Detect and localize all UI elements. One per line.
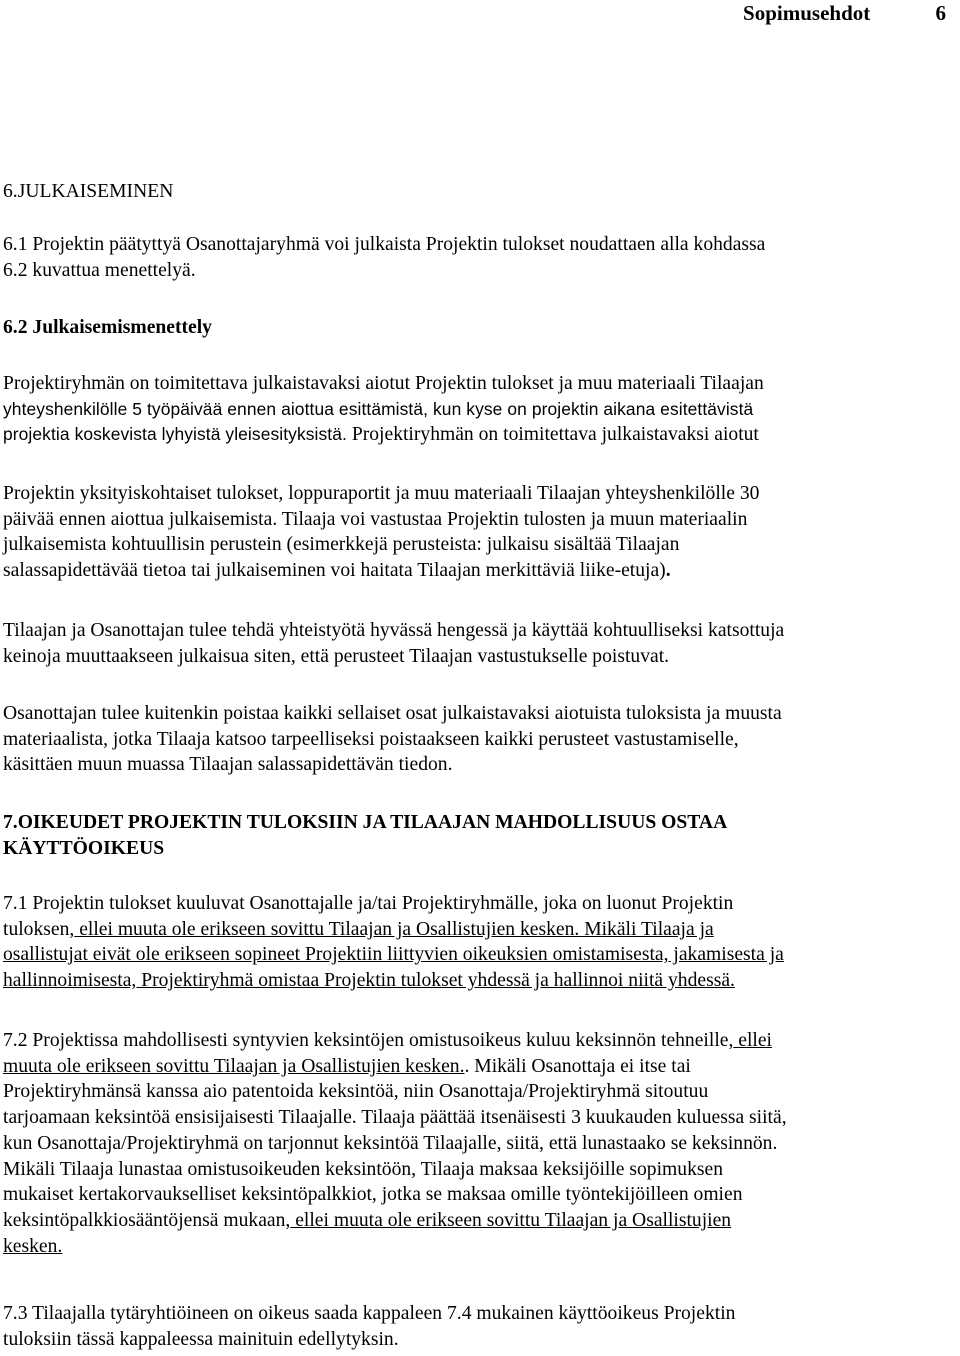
text-line: yhteyshenkilölle 5 työpäivää ennen aiottua esittämistä, kun kyse on projektin aikana esitettävistä [3, 398, 754, 419]
text-line: kun Osanottaja/Projektiryhmä on tarjonnut keksintöä Tilaajalle, siitä, että lunastaako se keksinnön. [3, 1132, 778, 1154]
text-line: keksintöpalkkiosääntöjensä mukaan, [3, 1209, 291, 1231]
text-line: . [665, 560, 671, 582]
text-line: Projektiryhmänsä kanssa aio patentoida keksintöä, niin Osanottaja/Projektiryhmä sitoutuu [3, 1081, 709, 1103]
text-line: keinoja muuttaakseen julkaisua siten, että perusteet Tilaajan vastustukselle poistuvat. [3, 645, 670, 667]
paragraph-6-2-a [3, 371, 957, 448]
paragraph-7-3 [3, 1301, 957, 1352]
paragraph-6-1 [3, 232, 957, 283]
text-line: Mikäli Tilaaja ja [579, 918, 714, 940]
text-line: tuloksiin tässä kappaleessa mainituin edellytyksin. [3, 1328, 399, 1350]
text-line: tuloksen, [3, 918, 75, 940]
paragraph-6-2-c [3, 618, 957, 669]
text-line: Projektiryhmän on toimitettava julkaistavaksi aiotut Projektin tulokset ja muu materiaali Tilaajan [3, 373, 764, 394]
text-line: osallistujat eivät ole erikseen sopineet Projektiin liittyvien oikeuksien omistamisesta, jakamisesta ja [3, 944, 784, 966]
text-line: ellei [733, 1030, 772, 1051]
paragraph-6-2-d [3, 701, 957, 778]
page-header [743, 0, 946, 30]
text-line: ellei muuta ole erikseen sovittu Tilaajan ja Osallistujien kesken. [74, 918, 580, 940]
text-line: Osanottajan tulee kuitenkin poistaa kaikki sellaiset osat julkaistavaksi aiotuista tuloksista ja muusta [3, 703, 782, 724]
text-line: ellei muuta ole erikseen sovittu Tilaajan ja Osallistujien [290, 1209, 732, 1231]
text-line: Projektin yksityiskohtaiset tulokset, loppuraportit ja muu materiaali Tilaajan yhteyshenkilölle 30 [3, 483, 760, 504]
text-line: käsittäen muun muassa Tilaajan salassapidettävän tiedon. [3, 754, 453, 776]
text-line: 7.3 Tilaajalla tytäryhtiöineen on oikeus saada kappaleen 7.4 mukainen käyttöoikeus Projektin [3, 1303, 736, 1324]
text-line: päivää ennen aiottua julkaisemista. Tilaaja voi vastustaa Projektin tulosten ja muun materiaalin [3, 508, 748, 530]
subsection-6-2-heading: 6.2 Julkaisemismenettely [3, 317, 212, 338]
paragraph-7-2 [3, 1028, 957, 1259]
text-line: muuta ole erikseen sovittu Tilaajan ja Osallistujien kesken. [3, 1055, 465, 1077]
section-6-heading: 6.JULKAISEMINEN [3, 181, 174, 202]
text-line: 7.1 Projektin tulokset kuuluvat Osanottajalle ja/tai Projektiryhmälle, joka on luonut Projektin [3, 893, 734, 914]
text-line: hallinnoimisesta, Projektiryhmä omistaa Projektin tulokset yhdessä ja hallinnoi niitä yhdessä. [3, 970, 735, 992]
text-line: Tilaajan ja Osanottajan tulee tehdä yhteistyötä hyvässä hengessä ja käyttää kohtuulliseksi katsottuja [3, 620, 785, 641]
section-7-heading: 7.OIKEUDET PROJEKTIN TULOKSIIN JA TILAAJAN MAHDOLLISUUS OSTAA KÄYTTÖOIKEUS [3, 812, 728, 859]
paragraph-7-1 [3, 891, 957, 994]
text-line: Projektiryhmän on toimitettava julkaistavaksi aiotut [346, 424, 759, 446]
text-line: 7.2 Projektissa mahdollisesti syntyvien keksintöjen omistusoikeus kuluu keksinnön tehneille, [3, 1030, 734, 1051]
text-line: julkaisemista kohtuullisin perustein (esimerkkejä perusteista: julkaisu sisältää Tilaajan [3, 534, 680, 556]
text-line: Mikäli Tilaaja lunastaa omistusoikeuden keksintöön, Tilaaja maksaa keksijöille sopimuksen [3, 1158, 724, 1180]
text-line: kesken. [3, 1235, 63, 1257]
page-number: 6 [935, 1, 946, 25]
text-line: materiaalista, jotka Tilaaja katsoo tarpeelliseksi poistaakseen kaikki perusteet vastustamiselle, [3, 728, 739, 750]
text-line: projektia koskevista lyhyistä yleisesityksistä. [3, 424, 347, 445]
text-line: 6.2 kuvattua menettelyä. [3, 259, 196, 281]
text-line: tarjoamaan keksintöä ensisijaisesti Tilaajalle. Tilaaja päättää itsenäisesti 3 kuukauden kuluessa siitä, [3, 1107, 787, 1129]
text-line: mukaiset kertakorvaukselliset keksintöpalkkiot, jotka se maksaa omille työntekijöilleen omien [3, 1184, 743, 1206]
text-line: . Mikäli Osanottaja ei itse tai [464, 1055, 691, 1077]
text-line: salassapidettävää tietoa tai julkaiseminen voi haitata Tilaajan merkittäviä liike-etuja) [3, 560, 666, 582]
paragraph-6-2-b [3, 481, 957, 584]
header-title: Sopimusehdot [743, 1, 871, 25]
text-line: 6.1 Projektin päätyttyä Osanottajaryhmä voi julkaista Projektin tulokset noudattaen alla kohdassa [3, 234, 766, 255]
